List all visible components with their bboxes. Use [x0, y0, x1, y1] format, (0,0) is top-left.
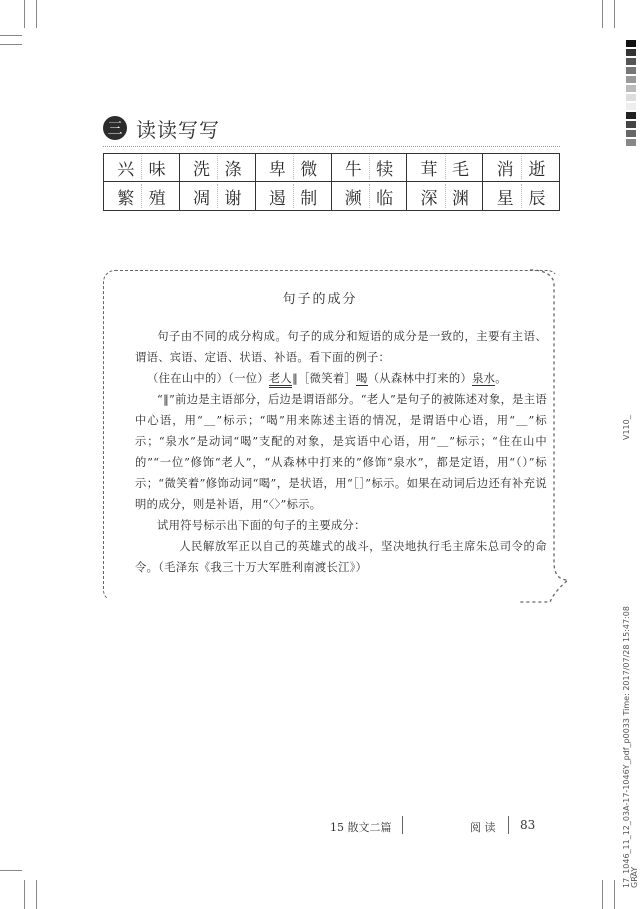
crop-mark: [602, 880, 603, 909]
quote-paragraph: 人民解放军正以自己的英雄式的战斗，坚决地执行毛主席朱总司令的命令。（毛泽东《我三十万大军胜利南渡长江》）: [135, 540, 547, 574]
example-sentence: （住在山中的）（一位）老人‖［微笑着］喝（从森林中打来的）泉水。: [135, 368, 547, 389]
knowledge-title: 句子的成分: [282, 292, 358, 307]
section-divider: [103, 146, 560, 147]
print-code: V110_: [622, 415, 631, 440]
print-file-info: 17_1046_11_12_03A-17-1046Y_pdf_p0033 Time: 2017/07/28 15:47:08: [622, 606, 631, 888]
footer-divider: [402, 816, 403, 834]
crop-mark: [36, 880, 37, 909]
word-cell: 遏 制: [256, 182, 332, 210]
example-verb: 喝: [356, 372, 368, 385]
section-number-badge: 三: [103, 116, 127, 140]
print-gray-label: GRAY: [630, 866, 639, 888]
word-cell: 繁 殖: [104, 182, 180, 210]
footer-lesson: 15 散文二篇: [330, 821, 392, 834]
crop-mark: [24, 0, 25, 28]
crop-mark: [24, 880, 25, 909]
page-number: 83: [520, 818, 536, 832]
crop-mark: [36, 0, 37, 28]
task-prompt: 试用符号标示出下面的句子的主要成分：: [157, 519, 366, 532]
example-subject: 老人: [269, 372, 292, 388]
crop-mark: [0, 44, 22, 45]
explanation-paragraph: “‖”前边是主语部分，后边是谓语部分。“老人”是句子的被陈述对象，是主语中心语，用“＿”标示；“喝”用来陈述主语的情况，是谓语中心语，用“＿”标示；“泉水”是动词“喝”支配的对象，是宾语中心语，用“＿”标示；“住在山中的”“一位”修饰“老人”，“从森林中打来的”修饰“泉水”，都是定语，用“（）”标示；“微笑着”修饰动词“喝”，是状语，用“［］”标示。如果在动词后边还有补充说明的成分，则是补语，用“〈〉”标示。: [135, 393, 547, 511]
word-cell: 洗 涤: [180, 154, 256, 182]
word-cell: 濒 临: [332, 182, 408, 210]
footer-unit: 阅 读: [470, 821, 496, 834]
footer-divider: [508, 816, 509, 834]
word-cell: 卑 微: [256, 154, 332, 182]
example-object: 泉水: [472, 372, 496, 385]
crop-mark: [614, 880, 615, 909]
crop-mark: [614, 0, 615, 28]
intro-paragraph: 句子由不同的成分构成。句子的成分和短语的成分是一致的，主要有主语、谓语、宾语、定语、状语、补语。看下面的例子：: [135, 330, 547, 364]
color-calibration-strip: [626, 40, 636, 148]
word-grid: [103, 153, 560, 211]
section-title: 读读写写: [136, 118, 220, 142]
word-cell: 消 逝: [483, 154, 559, 182]
crop-mark: [0, 35, 22, 36]
word-cell: 兴 味: [104, 154, 180, 182]
word-cell: 凋 谢: [180, 182, 256, 210]
word-cell: 星 辰: [483, 182, 559, 210]
word-cell: 茸 毛: [407, 154, 483, 182]
crop-mark: [602, 0, 603, 28]
word-cell: 牛 犊: [332, 154, 408, 182]
crop-mark: [0, 870, 22, 871]
word-cell: 深 渊: [407, 182, 483, 210]
